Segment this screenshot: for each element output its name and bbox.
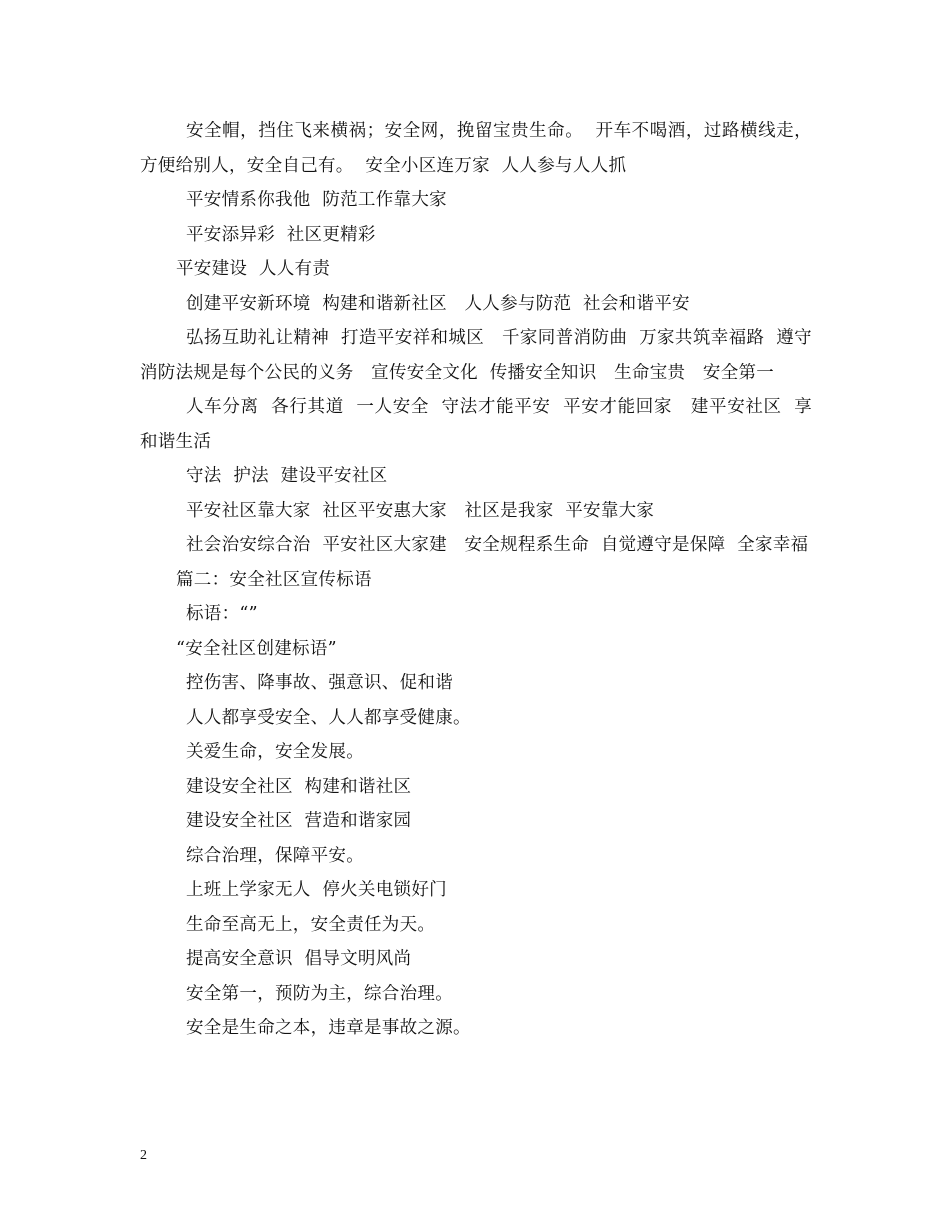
paragraph: 平安添异彩 社区更精彩	[186, 224, 376, 245]
paragraph: 人车分离 各行其道 一人安全 守法才能平安 平安才能回家 建平安社区 享和谐生活	[140, 397, 812, 452]
paragraph: 关爱生命，安全发展。	[186, 742, 364, 762]
paragraph: 守法 护法 建设平安社区	[186, 466, 388, 486]
paragraph: 标语：“”	[186, 604, 258, 624]
paragraph: 建设安全社区 构建和谐社区	[186, 776, 412, 797]
paragraph: 综合治理，保障平安。	[186, 845, 364, 866]
page-number: 2	[140, 1148, 147, 1163]
paragraph: 弘扬互助礼让精神 打造平安祥和城区 千家同普消防曲 万家共筑幸福路 遵守消防法规是每个公民的义务 宣传安全文化 传播安全知识 生命宝贵 安全第一	[140, 328, 812, 383]
paragraph: 创建平安新环境 构建和谐新社区 人人参与防范 社会和谐平安	[186, 293, 690, 314]
paragraph: 安全第一，预防为主，综合治理。	[186, 983, 453, 1004]
paragraph: 人人都享受安全、人人都享受健康。	[186, 707, 471, 728]
paragraph: 社会治安综合治 平安社区大家建 安全规程系生命 自觉遵守是保障 全家幸福	[186, 535, 809, 555]
paragraph: 安全是生命之本，违章是事故之源。	[186, 1018, 471, 1038]
section-heading: 篇二：安全社区宣传标语	[176, 569, 372, 590]
paragraph: 平安社区靠大家 社区平安惠大家 社区是我家 平安靠大家	[186, 500, 655, 521]
paragraph: 控伤害、降事故、强意识、促和谐	[186, 673, 453, 693]
document-body	[140, 114, 812, 1046]
paragraph: “安全社区创建标语”	[176, 638, 337, 659]
paragraph: 上班上学家无人 停火关电锁好门	[186, 880, 447, 900]
paragraph: 平安建设 人人有责	[176, 259, 331, 279]
paragraph: 安全帽，挡住飞来横祸；安全网，挽留宝贵生命。 开车不喝酒，过路横线走，方便给别人，安全自己有。 安全小区连万家 人人参与人人抓	[140, 121, 812, 176]
paragraph: 建设安全社区 营造和谐家园	[186, 811, 412, 831]
paragraph: 生命至高无上，安全责任为天。	[186, 914, 436, 935]
paragraph: 提高安全意识 倡导文明风尚	[186, 949, 412, 969]
paragraph: 平安情系你我他 防范工作靠大家	[186, 190, 447, 210]
